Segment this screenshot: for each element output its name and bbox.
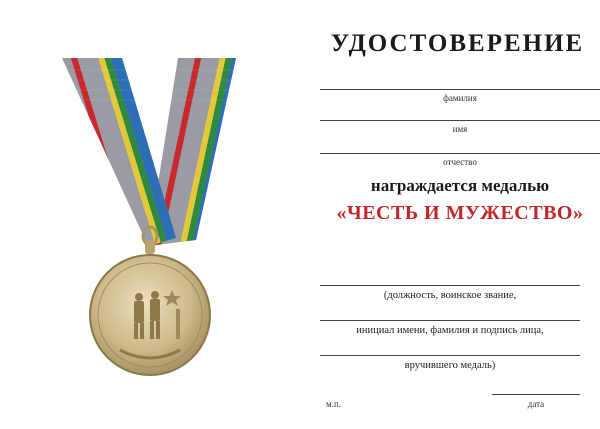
name-line[interactable] xyxy=(320,120,600,121)
signature-caption-1: (должность, воинское звание, xyxy=(383,290,517,301)
surname-line[interactable] xyxy=(320,89,600,90)
awarded-text: награждается медалью xyxy=(370,176,550,195)
surname-caption: фамилия xyxy=(443,93,477,103)
medal-name: «ЧЕСТЬ И МУЖЕСТВО» xyxy=(336,202,584,224)
patronymic-caption: отчество xyxy=(443,157,477,167)
certificate-title: УДОСТОВЕРЕНИЕ xyxy=(330,30,585,57)
date-line[interactable] xyxy=(492,394,580,395)
name-caption: имя xyxy=(452,124,468,134)
patronymic-line[interactable] xyxy=(320,153,600,154)
certificate-page xyxy=(300,0,600,429)
signature-line-3[interactable] xyxy=(320,355,580,356)
signature-line-1[interactable] xyxy=(320,285,580,286)
medal-disc xyxy=(90,255,210,375)
date-caption: дата xyxy=(527,399,545,409)
signature-line-2[interactable] xyxy=(320,320,580,321)
signature-caption-2: инициал имени, фамилия и подпись лица, xyxy=(356,325,544,336)
stamp-label: м.п. xyxy=(326,399,342,409)
signature-caption-3: вручившего медаль) xyxy=(404,360,496,371)
